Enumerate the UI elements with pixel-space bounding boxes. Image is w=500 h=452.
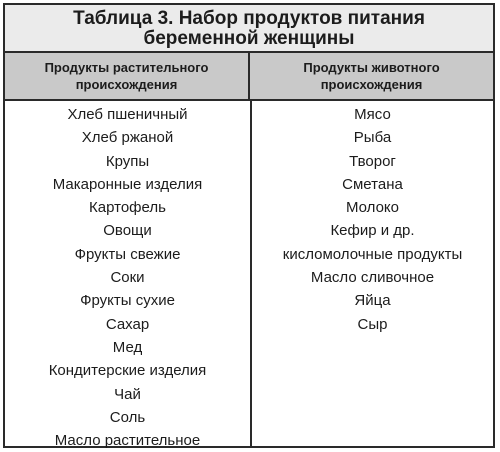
plant-product-item: Хлеб ржаной <box>81 129 174 147</box>
animal-product-item: Кефир и др. <box>330 222 415 240</box>
plant-product-item: Фрукты сухие <box>80 292 175 310</box>
plant-product-item: Чай <box>114 385 141 403</box>
animal-product-item: Сметана <box>342 175 403 193</box>
animal-product-item: Масло сливочное <box>310 269 435 287</box>
table-title <box>5 5 493 53</box>
header-plant-products <box>5 53 250 99</box>
plant-product-item: Макаронные изделия <box>52 175 203 193</box>
plant-product-item: Фрукты свежие <box>74 245 181 263</box>
animal-product-item: Мясо <box>354 106 391 123</box>
plant-product-item: Сахар <box>105 315 150 333</box>
table-header-row <box>5 53 493 101</box>
header-plant-products-line-2: происхождения <box>75 77 178 92</box>
plant-product-item: Крупы <box>105 152 150 170</box>
header-animal-products <box>250 53 493 99</box>
plant-product-item: Масло растительное <box>54 432 201 450</box>
animal-product-item: Яйца <box>354 292 391 310</box>
plant-product-item: Картофель <box>89 199 166 217</box>
table-title-line-1: Таблица 3. Набор продуктов питания <box>73 8 425 29</box>
animal-product-item: кисломолочные продукты <box>282 245 463 263</box>
plant-product-item: Соки <box>110 269 145 287</box>
header-plant-products-line-1: Продукты растительного <box>44 60 209 75</box>
animal-product-item: Молоко <box>345 199 399 217</box>
plant-product-item: Мед <box>112 338 143 356</box>
table-title-line-2: беременной женщины <box>143 28 355 49</box>
animal-product-item: Рыба <box>353 129 392 147</box>
plant-product-item: Соль <box>109 408 146 426</box>
animal-product-item: Творог <box>349 152 396 170</box>
plant-product-item: Кондитерские изделия <box>48 362 207 380</box>
plant-product-item: Овощи <box>103 222 152 240</box>
animal-product-item: Сыр <box>357 315 388 333</box>
header-animal-products-line-2: происхождения <box>320 77 423 92</box>
table-body <box>5 101 493 450</box>
plant-product-item: Хлеб пшеничный <box>67 106 188 123</box>
products-table <box>3 3 495 448</box>
header-animal-products-line-1: Продукты животного <box>303 60 440 75</box>
animal-products-list <box>252 103 493 336</box>
plant-products-list <box>5 103 250 452</box>
